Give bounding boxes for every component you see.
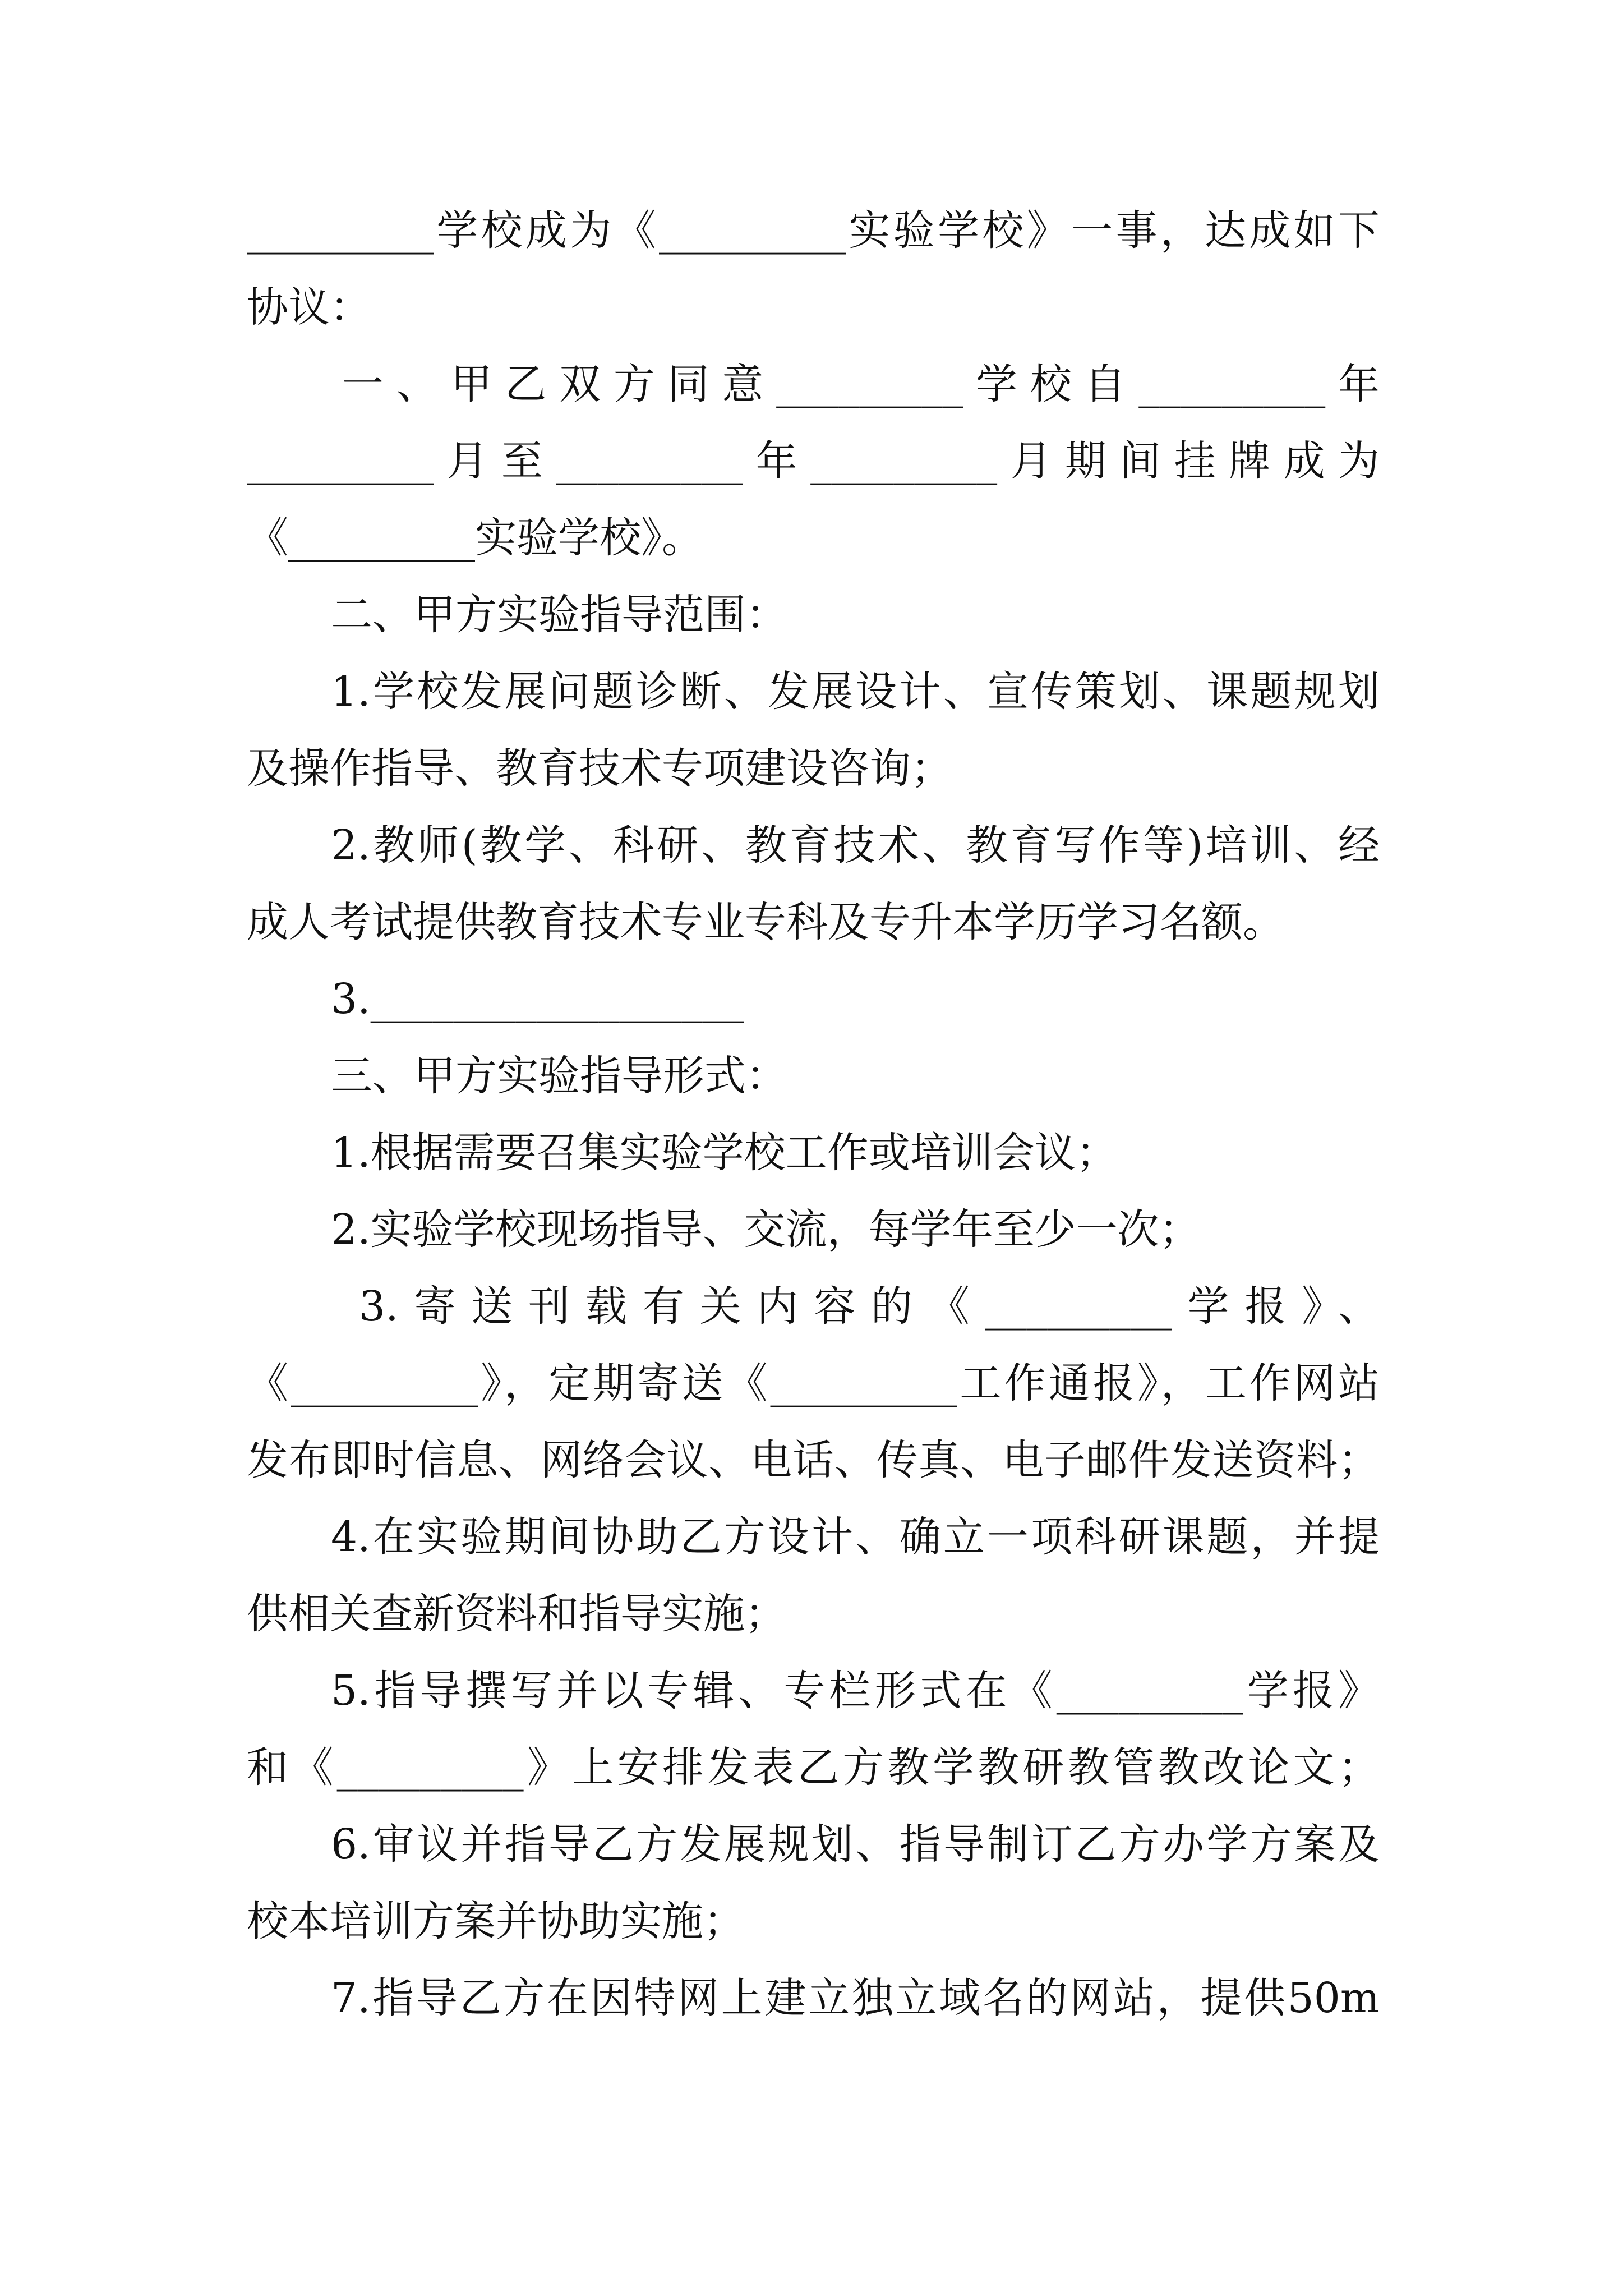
- text-line: 协议：: [247, 283, 371, 332]
- text-line: 2.实验学校现场指导、交流，每学年至少一次；: [331, 1205, 1201, 1254]
- text-line: 《_________实验学校》。: [247, 514, 703, 562]
- text-line: 1.学校发展问题诊断、发展设计、宣传策划、课题规划: [331, 668, 1380, 716]
- text-line: _________月至_________年_________月期间挂牌成为: [247, 437, 1380, 485]
- text-line: 4.在实验期间协助乙方设计、确立一项科研课题，并提: [331, 1513, 1380, 1561]
- text-line: 2.教师(教学、科研、教育技术、教育写作等)培训、经: [331, 821, 1380, 869]
- text-line: 和《_________》上安排发表乙方教学教研教管教改论文；: [247, 1743, 1380, 1792]
- text-line: 5.指导撰写并以专辑、专栏形式在《_________学报》: [331, 1667, 1380, 1715]
- text-line: 3.__________________: [331, 975, 744, 1023]
- section-heading: 三、甲方实验指导形式：: [331, 1052, 787, 1100]
- text-line: 7.指导乙方在因特网上建立独立域名的网站，提供50m: [331, 1974, 1380, 2022]
- text-line: 供相关查新资料和指导实施；: [247, 1590, 786, 1638]
- text-line: 1.根据需要召集实验学校工作或培训会议；: [331, 1129, 1118, 1177]
- text-line: 一、甲乙双方同意_________学校自_________年: [342, 360, 1380, 408]
- text-line: 发布即时信息、网络会议、电话、传真、电子邮件发送资料；: [247, 1436, 1380, 1484]
- text-line: _________学校成为《_________实验学校》一事，达成如下: [247, 206, 1380, 255]
- text-line: 成人考试提供教育技术专业专科及专升本学历学习名额。: [247, 898, 1284, 946]
- text-line: 及操作指导、教育技术专项建设咨询；: [247, 744, 952, 793]
- text-line: 《_________》，定期寄送《_________工作通报》，工作网站: [247, 1359, 1380, 1407]
- section-heading: 二、甲方实验指导范围：: [331, 591, 787, 639]
- text-line: 3.寄送刊载有关内容的《_________学报》、: [359, 1282, 1380, 1331]
- text-line: 6.审议并指导乙方发展规划、指导制订乙方办学方案及: [331, 1820, 1380, 1869]
- text-line: 校本培训方案并协助实施；: [247, 1897, 745, 1945]
